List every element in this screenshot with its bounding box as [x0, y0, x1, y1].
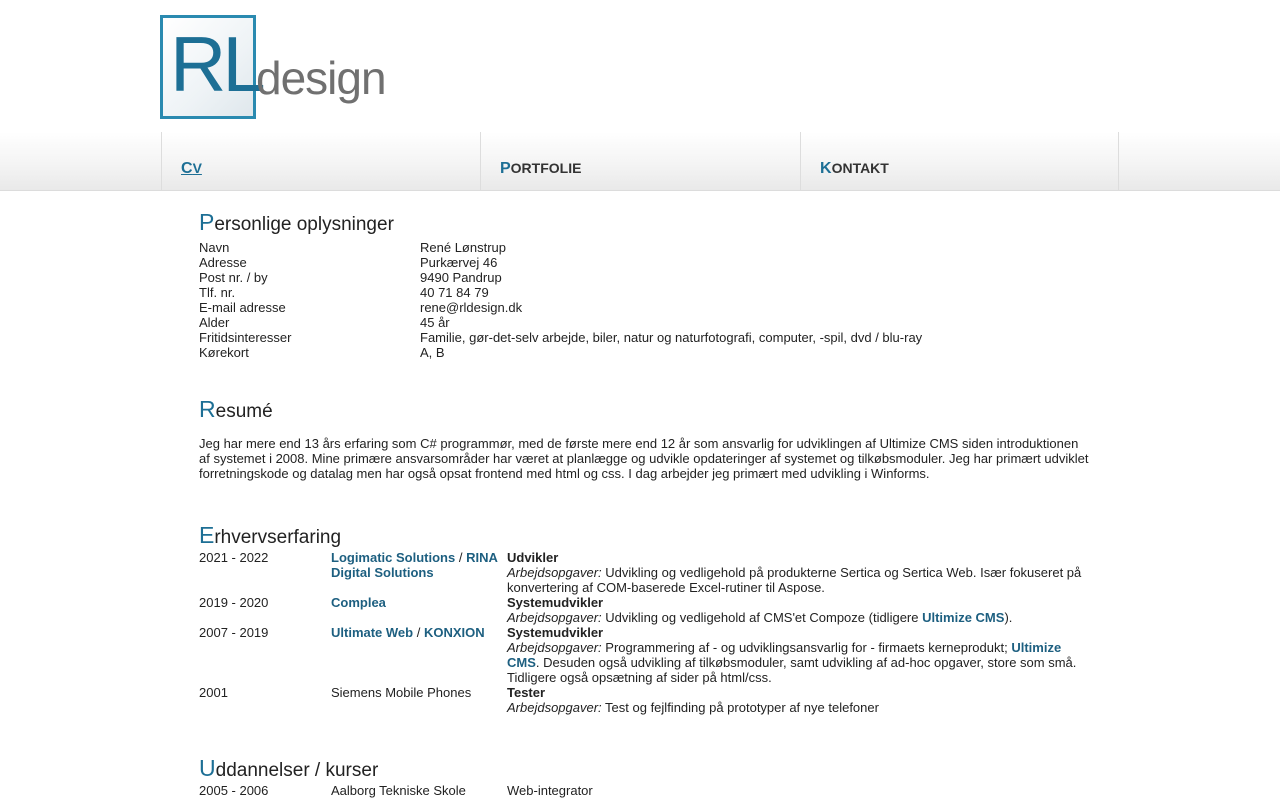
education-title: Web-integrator	[507, 783, 593, 798]
job-task: Arbejdsopgaver: Programmering af - og udviklingsansvarlig for - firmaets kerneprodukt; Ultimize CMS. Desuden også udvikling af tilkøbsmoduler, samt udvikling af ad-hoc opgaver, store som små. Tidligere også opsætning af sider på html/css.	[507, 640, 1077, 685]
section-heading-resume: Resumé	[199, 396, 273, 422]
job-years: 2021 - 2022	[199, 550, 269, 565]
job-task: Arbejdsopgaver: Udvikling og vedligehold af CMS'et Compoze (tidligere Ultimize CMS).	[507, 610, 1013, 625]
section-heading-experience: Erhvervserfaring	[199, 522, 342, 548]
nav-label-rest: V	[192, 160, 202, 176]
job-company	[331, 595, 507, 625]
personal-row: Alder 45 år	[199, 315, 450, 330]
company-link[interactable]: RINA Digital Solutions	[331, 550, 498, 580]
job-title: Udvikler	[507, 550, 559, 565]
header	[0, 0, 1280, 132]
company-link[interactable]: KONXION	[423, 625, 485, 640]
job-task: Arbejdsopgaver: Test og fejlfinding på prototyper af nye telefoner	[507, 700, 879, 715]
job-task: Arbejdsopgaver: Udvikling og vedligehold på produkterne Sertica og Sertica Web. Især fokuseret på konvertering af COM-baserede Excel-rutiner til Aspose.	[507, 565, 1082, 595]
job-row	[199, 625, 1089, 685]
education-school: Aalborg Tekniske Skole	[331, 783, 466, 798]
product-link[interactable]: Ultimize CMS	[507, 640, 1062, 670]
nav-label-initial: P	[500, 160, 511, 177]
logo-monogram: RL	[170, 20, 262, 108]
job-row	[199, 685, 1089, 715]
nav-label-rest: ORTFOLIE	[510, 160, 582, 176]
company-link[interactable]: Logimatic Solutions	[331, 550, 456, 565]
job-company: Siemens Mobile Phones	[331, 685, 472, 700]
personal-row: Navn René Lønstrup	[199, 240, 506, 255]
job-company: Logimatic Solutions / RINA Digital Solutions	[331, 550, 498, 580]
education-row	[199, 783, 1089, 798]
job-details	[507, 595, 1082, 625]
education-years: 2005 - 2006	[199, 783, 269, 798]
resume-text: Jeg har mere end 13 års erfaring som C# programmør, med de første mere end 12 år som ansvarlig for udviklingen af Ultimize CMS siden introduktionen af systemet i 2008. Mine primære ansvarsområder har været at planlægge og udvikle opdateringer af systemet og tilkøbsmoduler. Jeg har primært udviklet forretningskode og datalag men har også opsat frontend med html og css. I dag arbejder jeg primært med udvikling i Winforms.	[199, 436, 1089, 481]
logo[interactable]	[160, 15, 386, 121]
job-title: Tester	[507, 685, 546, 700]
logo-wordmark: design	[256, 52, 386, 104]
main-nav	[0, 132, 1280, 191]
nav-label-rest: ONTAKT	[831, 160, 889, 176]
personal-row: Tlf. nr. 40 71 84 79	[199, 285, 489, 300]
job-title: Systemudvikler	[507, 595, 604, 610]
company-link[interactable]: Complea	[331, 595, 386, 610]
product-link[interactable]: Ultimize CMS	[922, 610, 1005, 625]
company-link[interactable]: Ultimate Web	[331, 625, 414, 640]
personal-row: Post nr. / by 9490 Pandrup	[199, 270, 502, 285]
nav-item-kontakt[interactable]	[800, 132, 1119, 190]
job-row	[199, 550, 1089, 595]
experience-list	[199, 550, 1089, 715]
nav-label-initial: C	[181, 160, 193, 177]
nav-item-cv[interactable]	[161, 132, 480, 190]
cv-content	[199, 210, 1089, 798]
nav-item-portfolie[interactable]	[480, 132, 799, 190]
job-details	[507, 685, 1082, 715]
personal-row: Fritidsinteresser Familie, gør-det-selv arbejde, biler, natur og naturfotografi, computer, -spil, dvd / blu-ray	[199, 330, 923, 345]
personal-row: Adresse Purkærvej 46	[199, 255, 498, 270]
job-details	[507, 550, 1082, 595]
job-years: 2007 - 2019	[199, 625, 269, 640]
section-heading-education: Uddannelser / kurser	[199, 755, 379, 781]
personal-row: Kørekort A, B	[199, 345, 445, 360]
job-details	[507, 625, 1082, 685]
nav-label-initial: K	[820, 160, 832, 177]
personal-info-list	[199, 240, 1089, 360]
personal-row: E-mail adresse rene@rldesign.dk	[199, 300, 523, 315]
job-row	[199, 595, 1089, 625]
job-years: 2001	[199, 685, 228, 700]
job-title: Systemudvikler	[507, 625, 604, 640]
section-heading-personal: Personlige oplysninger	[199, 209, 394, 235]
job-company: Ultimate Web / KONXION	[331, 625, 485, 640]
education-list	[199, 783, 1089, 798]
job-years: 2019 - 2020	[199, 595, 269, 610]
